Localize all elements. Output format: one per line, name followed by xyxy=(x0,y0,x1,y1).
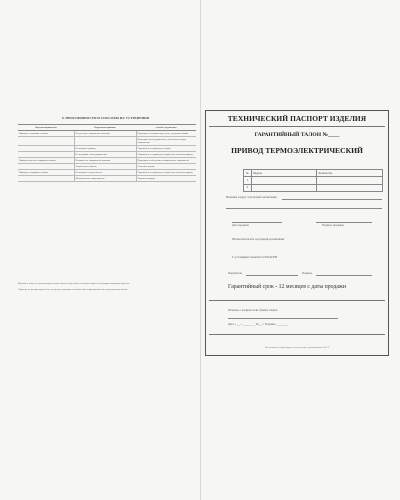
model-table-header xyxy=(244,170,383,177)
header-number: № xyxy=(244,170,252,177)
org-label: Название и адрес торгующей организации xyxy=(226,196,277,199)
title-rule xyxy=(209,126,385,127)
table-cell: Механические повреждения xyxy=(74,176,136,182)
passport-footer: Изготовитель гарантирует соответствие требованиям ГОСТ xyxy=(265,346,329,349)
table-row xyxy=(244,177,383,184)
buyer-line xyxy=(246,275,298,276)
header-model: Модель xyxy=(251,170,316,177)
faults-table xyxy=(18,124,196,182)
header-cause: Вероятная причина xyxy=(74,125,136,131)
table-cell xyxy=(74,137,136,146)
footer-rule xyxy=(209,334,385,335)
agree-label: С условиями гарантии СОГЛАСЕН xyxy=(232,255,278,259)
table-cell: Не исправна схема управления xyxy=(74,152,136,158)
org-line xyxy=(282,199,382,200)
table-cell xyxy=(251,177,316,184)
seller-signature-label: Подпись продавца xyxy=(322,224,344,227)
table-cell: Привод не открывает клапан xyxy=(18,131,74,137)
table-cell: Обратиться в сервисную службу или заменить привод xyxy=(136,152,196,158)
buyer-signature-label: Подпись xyxy=(302,272,313,275)
table-cell: Привод не закрывает клапан xyxy=(18,170,74,176)
header-fault-type: Вид неисправности xyxy=(18,125,74,131)
table-cell: Очистить клапан xyxy=(136,164,196,170)
buyer-label: Покупатель xyxy=(228,272,242,275)
table-cell: Неисправен привод xyxy=(74,146,136,152)
product-name: ПРИВОД ТЕРМОЭЛЕКТРИЧЕСКИЙ xyxy=(231,146,363,155)
table-cell: Проверить цепь управления, обеспечить подачу напряжения xyxy=(136,137,196,146)
table-cell: 1 xyxy=(244,177,252,184)
left-notes xyxy=(18,282,194,295)
section-rule xyxy=(209,300,385,301)
table-cell: Проверить электрическую цепь, устранить обрыв xyxy=(136,131,196,137)
sale-date-label: Дата продажи xyxy=(232,224,249,227)
table-cell: Загрязнение клапана xyxy=(74,164,136,170)
passport-title: ТЕХНИЧЕСКИЙ ПАСПОРТ ИЗДЕЛИЯ xyxy=(227,114,367,123)
return-label: Отметка о возврате или обмене товара: xyxy=(228,308,278,312)
warranty-period: Гарантийный срок - 12 месяцев с даты продажи xyxy=(228,284,347,290)
table-cell: Неисправен термоэлемент xyxy=(74,170,136,176)
buyer-signature-line xyxy=(316,275,372,276)
seller-signature-line xyxy=(316,222,372,223)
table-cell: Отсутствует напряжение питания xyxy=(74,131,136,137)
header-remedy: Способ устранения xyxy=(136,125,196,131)
model-table xyxy=(243,169,383,192)
org-line-2 xyxy=(226,208,382,209)
header-quantity: Количество xyxy=(317,170,383,177)
return-line xyxy=(228,318,338,319)
table-cell xyxy=(18,176,74,182)
table-cell xyxy=(251,184,316,191)
table-row xyxy=(18,137,196,146)
table-row xyxy=(18,176,196,182)
return-date-line: Дата « __ » ________ 20__ г. Подпись ________ xyxy=(228,322,289,326)
table-cell: Пониженное напряжение питания xyxy=(74,158,136,164)
stamp-label: Штамп или печать торгующей организации xyxy=(232,238,285,241)
table-cell: Обратиться в сервисную службу xyxy=(136,146,196,152)
table-cell: Обратиться в сервисную службу или заменить привод xyxy=(136,170,196,176)
note-paragraph: Монтаж и запуск в эксплуатацию должен быть осуществлен в соответствии с настоящим паспортом изделия. xyxy=(18,282,130,285)
page-fold xyxy=(200,0,201,500)
table-cell xyxy=(317,184,383,191)
table-cell xyxy=(18,137,74,146)
table-cell: Привод медленно открывает клапан xyxy=(18,158,74,164)
table-cell: Заменить привод xyxy=(136,176,196,182)
table-cell: Проверить и обеспечить номинальное напряжение xyxy=(136,158,196,164)
warranty-ticket-heading: ГАРАНТИЙНЫЙ ТАЛОН №____ xyxy=(254,132,340,138)
table-cell: 2 xyxy=(244,184,252,191)
note-paragraph: Гарантия не распространяется на изделия, имеющие механические повреждения или следы вмешательства. xyxy=(18,288,128,292)
faults-section-title: 8. НЕИСПРАВНОСТИ И СПОСОБЫ ИХ УСТРАНЕНИЯ xyxy=(62,116,150,120)
table-row xyxy=(244,184,383,191)
sale-date-line xyxy=(232,222,282,223)
table-cell xyxy=(317,177,383,184)
